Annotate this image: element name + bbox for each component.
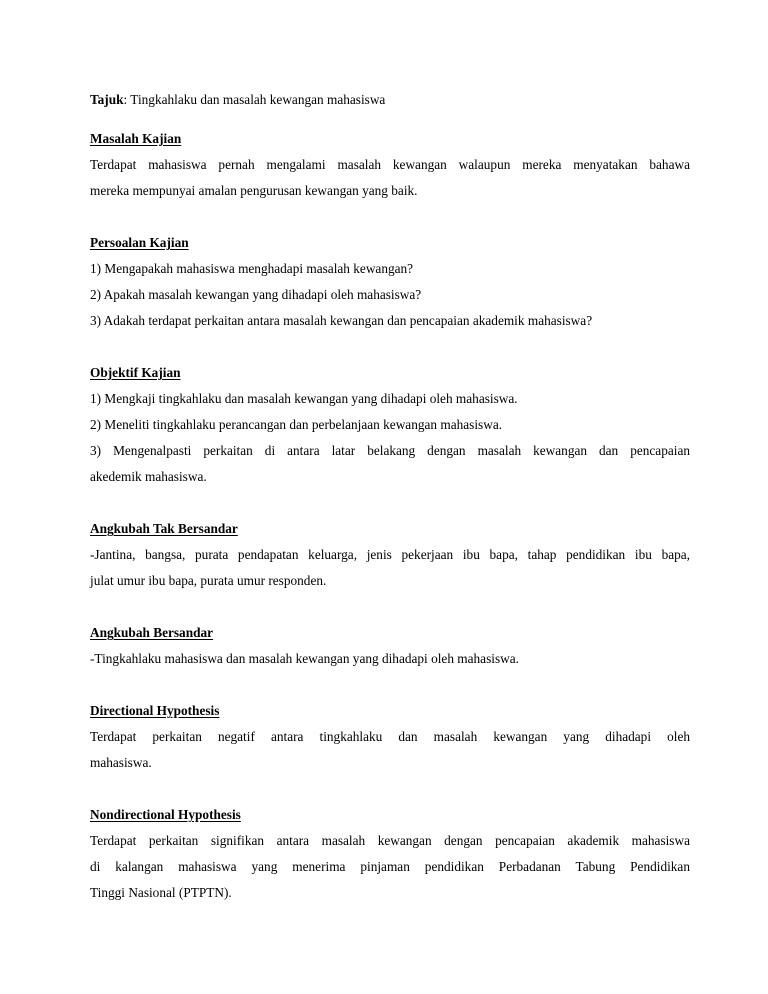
paragraph-line: mahasiswa.: [90, 755, 152, 770]
title-label: Tajuk: [90, 92, 124, 107]
list-item: 2) Apakah masalah kewangan yang dihadapi oleh mahasiswa?: [90, 287, 422, 302]
section-heading-persoalan-kajian: Persoalan Kajian: [90, 235, 189, 250]
paragraph-line: julat umur ibu bapa, purata umur responden.: [90, 573, 327, 588]
paragraph-line: -Jantina, bangsa, purata pendapatan keluarga, jenis pekerjaan ibu bapa, tahap pendidikan ibu bapa,: [90, 547, 690, 562]
section-heading-masalah-kajian: Masalah Kajian: [90, 131, 182, 146]
list-item-continuation: akedemik mahasiswa.: [90, 469, 207, 484]
list-item: 1) Mengkaji tingkahlaku dan masalah kewangan yang dihadapi oleh mahasiswa.: [90, 391, 518, 406]
paragraph-line: Terdapat perkaitan signifikan antara masalah kewangan dengan pencapaian akademik mahasiswa: [90, 833, 690, 848]
document-title: [90, 91, 690, 109]
section-heading-angkubah-tak-bersandar: Angkubah Tak Bersandar: [90, 521, 238, 536]
section-heading-nondirectional-hypothesis: Nondirectional Hypothesis: [90, 807, 241, 822]
paragraph-line: Terdapat mahasiswa pernah mengalami masalah kewangan walaupun mereka menyatakan bahawa: [90, 157, 690, 172]
paragraph-line: mereka mempunyai amalan pengurusan kewangan yang baik.: [90, 183, 418, 198]
paragraph-line: Terdapat perkaitan negatif antara tingkahlaku dan masalah kewangan yang dihadapi oleh: [90, 729, 690, 744]
list-item: 1) Mengapakah mahasiswa menghadapi masalah kewangan?: [90, 261, 414, 276]
section-heading-directional-hypothesis: Directional Hypothesis: [90, 703, 220, 718]
list-item: 2) Meneliti tingkahlaku perancangan dan perbelanjaan kewangan mahasiswa.: [90, 417, 503, 432]
list-item: 3) Adakah terdapat perkaitan antara masalah kewangan dan pencapaian akademik mahasiswa?: [90, 313, 593, 328]
document-page: [90, 0, 690, 994]
title-text: : Tingkahlaku dan masalah kewangan mahasiswa: [123, 92, 386, 107]
section-heading-angkubah-bersandar: Angkubah Bersandar: [90, 625, 214, 640]
paragraph-line: di kalangan mahasiswa yang menerima pinjaman pendidikan Perbadanan Tabung Pendidikan: [90, 859, 690, 874]
paragraph-line: -Tingkahlaku mahasiswa dan masalah kewangan yang dihadapi oleh mahasiswa.: [90, 651, 519, 666]
section-heading-objektif-kajian: Objektif Kajian: [90, 365, 181, 380]
paragraph-line: Tinggi Nasional (PTPTN).: [90, 885, 232, 900]
list-item: 3) Mengenalpasti perkaitan di antara latar belakang dengan masalah kewangan dan pencapaian: [90, 443, 690, 458]
